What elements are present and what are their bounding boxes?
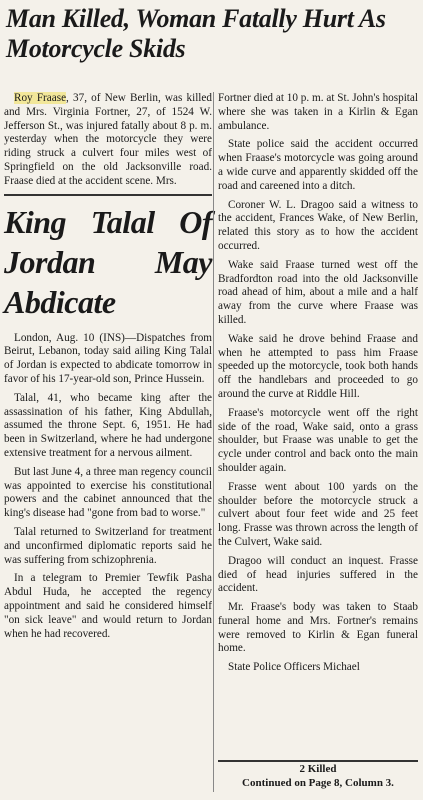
left-column bbox=[4, 92, 212, 646]
article1-paragraph: Wake said he drove behind Fraase and when he attempted to pass him Fraase speeded up the motorcycle, took both hands off the handlebars and proceeded to go around the curve at Riddle Hill. bbox=[218, 332, 418, 400]
right-column bbox=[218, 92, 418, 680]
article1-paragraph: Fraase's motorcycle went off the right side of the road, Wake said, onto a grass shoulder, but Fraase was unable to get the cycle under control and back onto the main shoulder again. bbox=[218, 406, 418, 474]
article1-lead bbox=[4, 92, 212, 189]
section-divider bbox=[4, 194, 212, 196]
article1-paragraph: Frasse went about 100 yards on the shoulder before the motorcycle struck a culvert about four feet wide and 25 feet long. Frasse was thrown across the length of the Culvert, Wake said. bbox=[218, 480, 418, 548]
main-headline: Man Killed, Woman Fatally Hurt As Motorcycle Skids bbox=[6, 4, 386, 63]
column-rule bbox=[213, 92, 214, 792]
article1-paragraph: State Police Officers Michael bbox=[228, 661, 360, 674]
article2-paragraph: London, Aug. 10 (INS)—Dispatches from Beirut, Lebanon, today said ailing King Talal of Jordan is expected to abdicate tomorrow in favor of his 17-year-old son, Prince Hussein. bbox=[4, 331, 212, 385]
article1-paragraph: Mr. Fraase's body was taken to Staab funeral home and Mrs. Fortner's remains were removed to Kirlin & Egan funeral home. bbox=[218, 601, 418, 655]
article2-paragraph: In a telegram to Premier Tewfik Pasha Abdul Huda, he accepted the regency appointment and said he considered himself "on sick leave" and would return to Jordan when he had recovered. bbox=[4, 572, 212, 640]
article2-paragraph: Talal, 41, who became king after the assassination of his father, King Abdullah, assumed the throne Sept. 6, 1951. He had been in Switzerland, where he had undergone extensive treatment for a nervous ailment. bbox=[4, 391, 212, 459]
continued-box bbox=[218, 760, 418, 790]
continued-kicker: 2 Killed bbox=[299, 763, 337, 775]
article2-paragraph: Talal returned to Switzerland for treatment and unconfirmed diplomatic reports said he was suffering from schizophrenia. bbox=[4, 525, 212, 566]
article1-lead-text: , 37, of New Berlin, was killed and Mrs. Virginia Fortner, 27, of 1524 W. Jefferson St., was injured fatally about 8 p. m. yesterday when the motorcycle they were riding struck a culvert four miles west of Springfield on the old Jacksonville road. Fraase died at the accident scene. Mrs. bbox=[4, 92, 212, 187]
article2-headline: King Talal Of Jordan May Abdicate bbox=[4, 203, 212, 320]
highlighted-name: Roy Fraase bbox=[14, 92, 67, 104]
article1-paragraph: Dragoo will conduct an inquest. Frasse died of head injuries suffered in the accident. bbox=[218, 554, 418, 595]
article1-paragraph: State police said the accident occurred when Fraase's motorcycle was going around a wide curve and apparently skidded off the road and careened into a ditch. bbox=[218, 138, 418, 192]
continued-line: Continued on Page 8, Column 3. bbox=[242, 777, 394, 789]
article2-paragraph: But last June 4, a three man regency council was appointed to exercise his constitutional powers and the cabinet announced that the king's disease had "gone from bad to worse." bbox=[4, 465, 212, 520]
article1-paragraph: Wake said Fraase turned west off the Bradfordton road into the old Jacksonville road ahead of him, about a mile and a half away from the curve where Fraase was killed. bbox=[218, 258, 418, 326]
article1-paragraph: Coroner W. L. Dragoo said a witness to the accident, Frances Wake, of New Berlin, related this story as to how the accident occurred. bbox=[218, 198, 418, 252]
article1-paragraph: Fortner died at 10 p. m. at St. John's hospital where she was taken in a Kirlin & Egan ambulance. bbox=[218, 92, 418, 132]
